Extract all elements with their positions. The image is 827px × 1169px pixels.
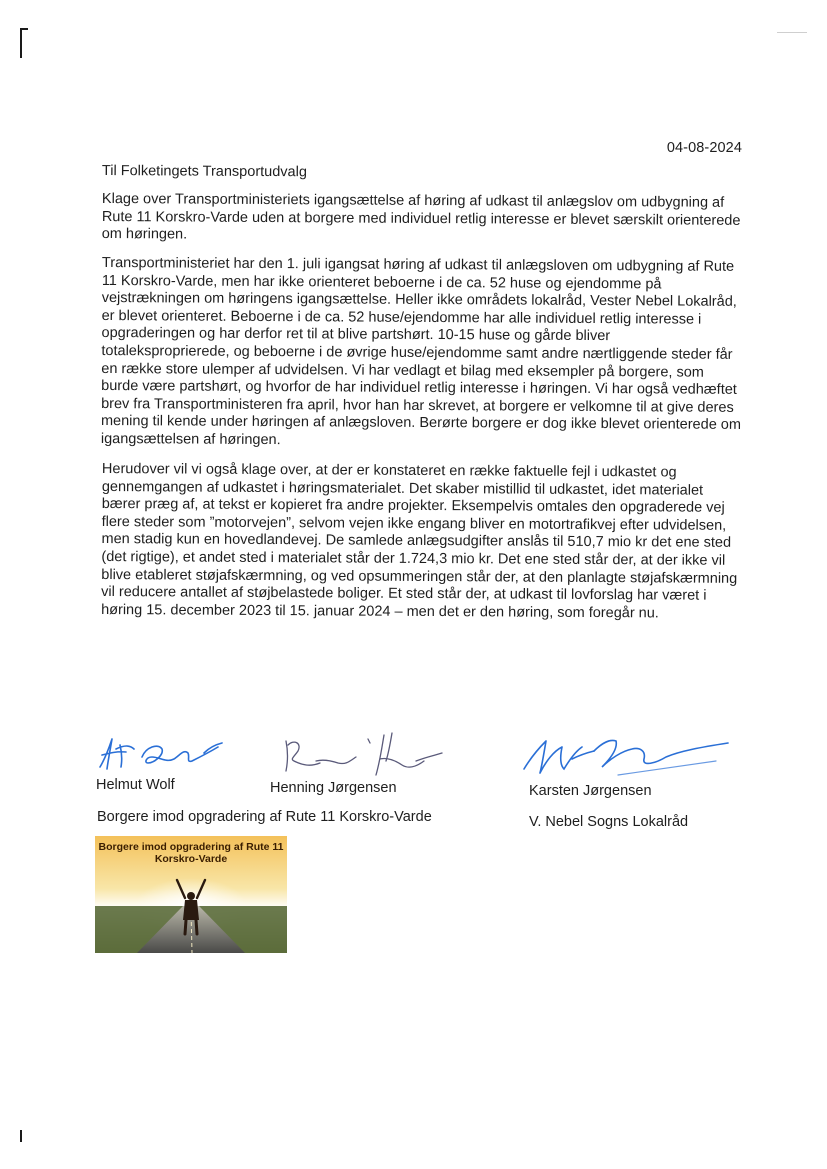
- signature-helmut-wolf: [96, 735, 226, 775]
- scan-edge-mark: [777, 32, 807, 33]
- poster-title-line: Korskro-Varde: [154, 853, 228, 865]
- letter-date: 04-08-2024: [666, 140, 742, 156]
- scan-edge-mark: [20, 28, 28, 30]
- paragraph-subject: Klage over Transportministeriets igangsættelse af høring af udkast til anlægslov om udbygning af Rute 11 Korskro-Varde uden at borgere med individuel retlig interesse er blevet særskilt orienterede om høringen.: [101, 190, 741, 243]
- scan-edge-mark: [20, 28, 22, 58]
- poster-title-line: Borgere imod opgradering af Rute 11: [98, 841, 284, 853]
- salutation: Til Folketingets Transportudvalg: [101, 163, 307, 181]
- handwritten-signature-graphic: [276, 731, 446, 781]
- handwritten-signature-graphic: [506, 729, 736, 789]
- signature-karsten-jorgensen: [506, 729, 736, 789]
- poster-title: [95, 841, 287, 865]
- letter-body: [102, 163, 742, 631]
- signature-henning-jorgensen: [276, 731, 446, 781]
- paragraph-background: Transportministeriet har den 1. juli igangsat høring af udkast til anlægsloven om udbygning af Rute 11 Korskro-Varde, men har ikke orienteret beboerne i de ca. 52 huse og ejendomme på vejstrækningen om høringens igangsættelse. Heller ikke områdets lokalråd, Vester Nebel Lokalråd, er blevet orienteret. Beboerne i de ca. 52 huse/ejendomme har alle individuel retlig interesse i opgraderingen og har derfor ret til at blive partshørt. 10-15 huse og gårde bliver totaleksproprierede, og beboerne i de øvrige huse/ejendomme samt andre nærtliggende steder får en række store ulemper af udvidelsen. Vi har vedlagt et bilag med eksempler på borgere, som burde være partshørt, og hvorfor de har individuel retlig interesse i høringen. Vi har også vedhæftet brev fra Transportministeren fra april, hvor han har skrevet, at borgere er velkomne til at give deres mening til kende under høringen af anlægsloven. Berørte borgere er dog ikke blevet orienterede om igangsættelsen af høringen.: [100, 255, 742, 449]
- handwritten-signature-graphic: [96, 735, 226, 775]
- paragraph-errors: Herudover vil vi også klage over, at der er konstateret en række faktuelle fejl i udkastet og gennemgangen af udkastet i høringsmaterialet. Det skaber mistillid til udkastet, idet materialet bærer præg af, at tekst er kopieret fra andre projekter. Eksempelvis omtales den opgraderede vej flere steder som ”motorvejen”, selvom vejen ikke engang bliver en motortrafikvej efter udvidelsen, men stadig kun en hovedlandevej. De samlede anlægsudgifter anslås til 510,7 mio kr det ene sted (det rigtige), et andet sted i materialet står der 1.724,3 mio kr. Det ene sted står der, at der ikke vil blive etableret støjafskærmning, og ved opsummeringen står der, at den planlagte støjafskærmning vil reducere antallet af støjbelastede boliger. Et sted står der, at udkast til lovforslag har været i høring 15. december 2023 til 15. januar 2024 – men det er den høring, som foregår nu.: [101, 460, 738, 622]
- organization-local-council: V. Nebel Sogns Lokalråd: [529, 814, 689, 830]
- organization-citizens-group: Borgere imod opgradering af Rute 11 Korskro-Varde: [97, 809, 432, 825]
- scan-edge-mark: [20, 1130, 22, 1142]
- signatory-name: Helmut Wolf: [96, 777, 175, 793]
- campaign-poster-image: [95, 836, 287, 953]
- signatory-name: Henning Jørgensen: [270, 780, 397, 796]
- signatory-name: Karsten Jørgensen: [529, 783, 652, 799]
